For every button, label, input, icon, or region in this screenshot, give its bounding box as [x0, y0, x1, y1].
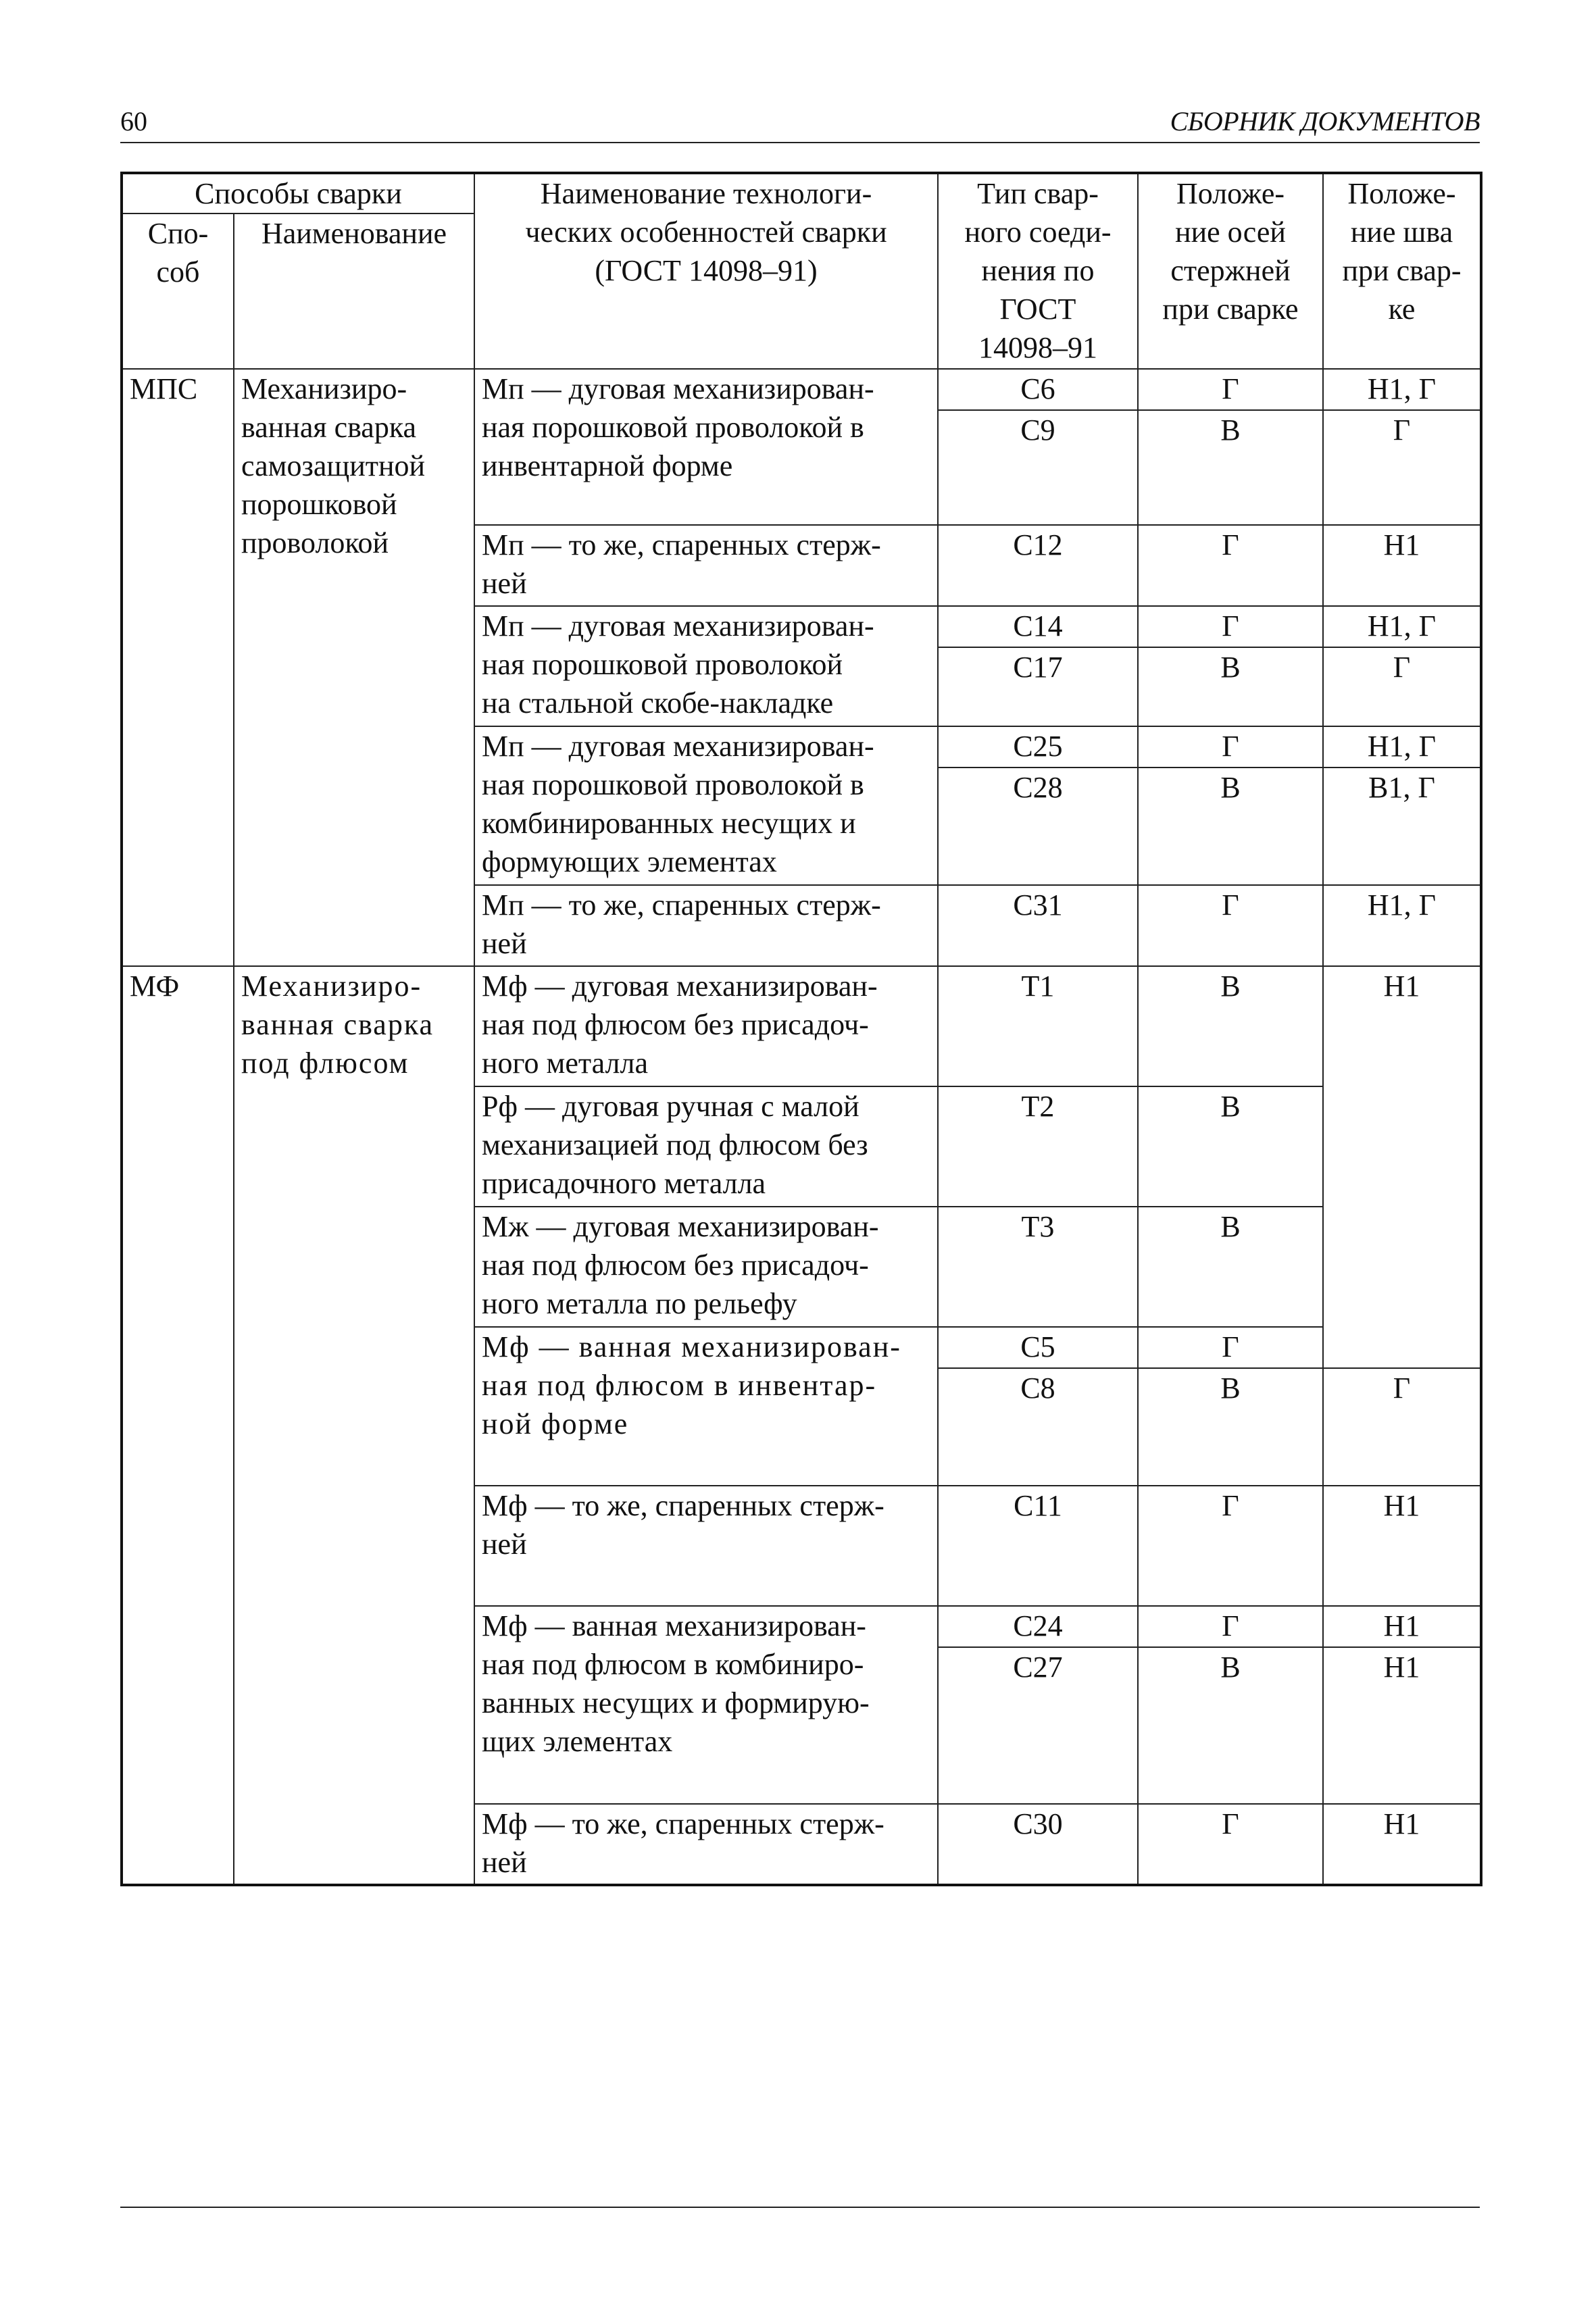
header-seam-position: Положе- ние шва при свар- ке: [1323, 173, 1481, 369]
joint-type: С6: [938, 369, 1138, 410]
seam-position: Н1, Г: [1323, 606, 1481, 647]
seam-position: Г: [1323, 647, 1481, 726]
header-method: Спо- соб: [122, 213, 234, 369]
seam-position: Н1: [1323, 1804, 1481, 1885]
seam-position: Н1: [1323, 1486, 1481, 1606]
feature-cell: Мф — ванная механизирован- ная под флюсом в комбиниро- ванных несущих и формирую- щих элементах: [474, 1606, 938, 1804]
feature-cell: Мп — дуговая механизирован- ная порошковой проволокой в комбинированных несущих и формующих элементах: [474, 726, 938, 885]
axis-position: Г: [1138, 1804, 1323, 1885]
feature-cell: Мф — ванная механизирован- ная под флюсом в инвентар- ной форме: [474, 1327, 938, 1486]
feature-cell: Мж — дуговая механизирован- ная под флюсом без присадоч- ного металла по рельефу: [474, 1207, 938, 1327]
feature-cell: Мп — то же, спаренных стерж- ней: [474, 525, 938, 606]
welding-methods-table: [120, 172, 1482, 1886]
seam-position: В1, Г: [1323, 768, 1481, 885]
axis-position: Г: [1138, 606, 1323, 647]
joint-type: С8: [938, 1368, 1138, 1486]
seam-position: Н1: [1323, 1647, 1481, 1804]
axis-position: В: [1138, 768, 1323, 885]
axis-position: В: [1138, 410, 1323, 525]
axis-position: В: [1138, 647, 1323, 726]
axis-position: Г: [1138, 885, 1323, 966]
feature-cell: Мф — дуговая механизирован- ная под флюсом без присадоч- ного металла: [474, 966, 938, 1086]
joint-type: С17: [938, 647, 1138, 726]
seam-position: Н1, Г: [1323, 369, 1481, 410]
feature-cell: Рф — дуговая ручная с малой механизацией под флюсом без присадочного металла: [474, 1086, 938, 1207]
joint-type: С27: [938, 1647, 1138, 1804]
method-code: МФ: [122, 966, 234, 1885]
axis-position: В: [1138, 1647, 1323, 1804]
header-name: Наименование: [234, 213, 474, 369]
seam-position: Н1, Г: [1323, 885, 1481, 966]
joint-type: С31: [938, 885, 1138, 966]
footer-rule: [120, 2207, 1480, 2208]
header-features: Наименование технологи- ческих особенностей сварки (ГОСТ 14098–91): [474, 173, 938, 369]
running-header: СБОРНИК ДОКУМЕНТОВ: [1170, 106, 1480, 136]
feature-cell: Мп — дуговая механизирован- ная порошковой проволокой на стальной скобе-накладке: [474, 606, 938, 726]
joint-type: С28: [938, 768, 1138, 885]
axis-position: Г: [1138, 1327, 1323, 1368]
method-code: МПС: [122, 369, 234, 966]
feature-cell: Мф — то же, спаренных стерж- ней: [474, 1804, 938, 1885]
seam-position: Н1: [1323, 525, 1481, 606]
joint-type: Т2: [938, 1086, 1138, 1207]
joint-type: С11: [938, 1486, 1138, 1606]
joint-type: С30: [938, 1804, 1138, 1885]
seam-position: Н1: [1323, 966, 1481, 1368]
axis-position: В: [1138, 1368, 1323, 1486]
page-number: 60: [120, 106, 147, 136]
header-rule: [120, 142, 1480, 143]
joint-type: С14: [938, 606, 1138, 647]
feature-cell: Мп — то же, спаренных стерж- ней: [474, 885, 938, 966]
method-name: Механизиро- ванная сварка самозащитной порошковой проволокой: [234, 369, 474, 966]
joint-type: С5: [938, 1327, 1138, 1368]
method-name: Механизиро- ванная сварка под флюсом: [234, 966, 474, 1885]
axis-position: Г: [1138, 1486, 1323, 1606]
seam-position: Н1: [1323, 1606, 1481, 1647]
joint-type: С25: [938, 726, 1138, 768]
axis-position: В: [1138, 1207, 1323, 1327]
seam-position: Г: [1323, 410, 1481, 525]
joint-type: Т1: [938, 966, 1138, 1086]
header-joint-type: Тип свар- ного соеди- нения по ГОСТ 14098–91: [938, 173, 1138, 369]
header-axis-position: Положе- ние осей стержней при сварке: [1138, 173, 1323, 369]
axis-position: Г: [1138, 1606, 1323, 1647]
joint-type: С9: [938, 410, 1138, 525]
axis-position: Г: [1138, 525, 1323, 606]
header-methods-group: Способы сварки: [122, 173, 474, 213]
joint-type: Т3: [938, 1207, 1138, 1327]
seam-position: Н1, Г: [1323, 726, 1481, 768]
feature-cell: Мф — то же, спаренных стерж- ней: [474, 1486, 938, 1606]
axis-position: В: [1138, 966, 1323, 1086]
axis-position: В: [1138, 1086, 1323, 1207]
joint-type: С12: [938, 525, 1138, 606]
joint-type: С24: [938, 1606, 1138, 1647]
seam-position: Г: [1323, 1368, 1481, 1486]
axis-position: Г: [1138, 369, 1323, 410]
feature-cell: Мп — дуговая механизирован- ная порошковой проволокой в инвентарной форме: [474, 369, 938, 525]
axis-position: Г: [1138, 726, 1323, 768]
